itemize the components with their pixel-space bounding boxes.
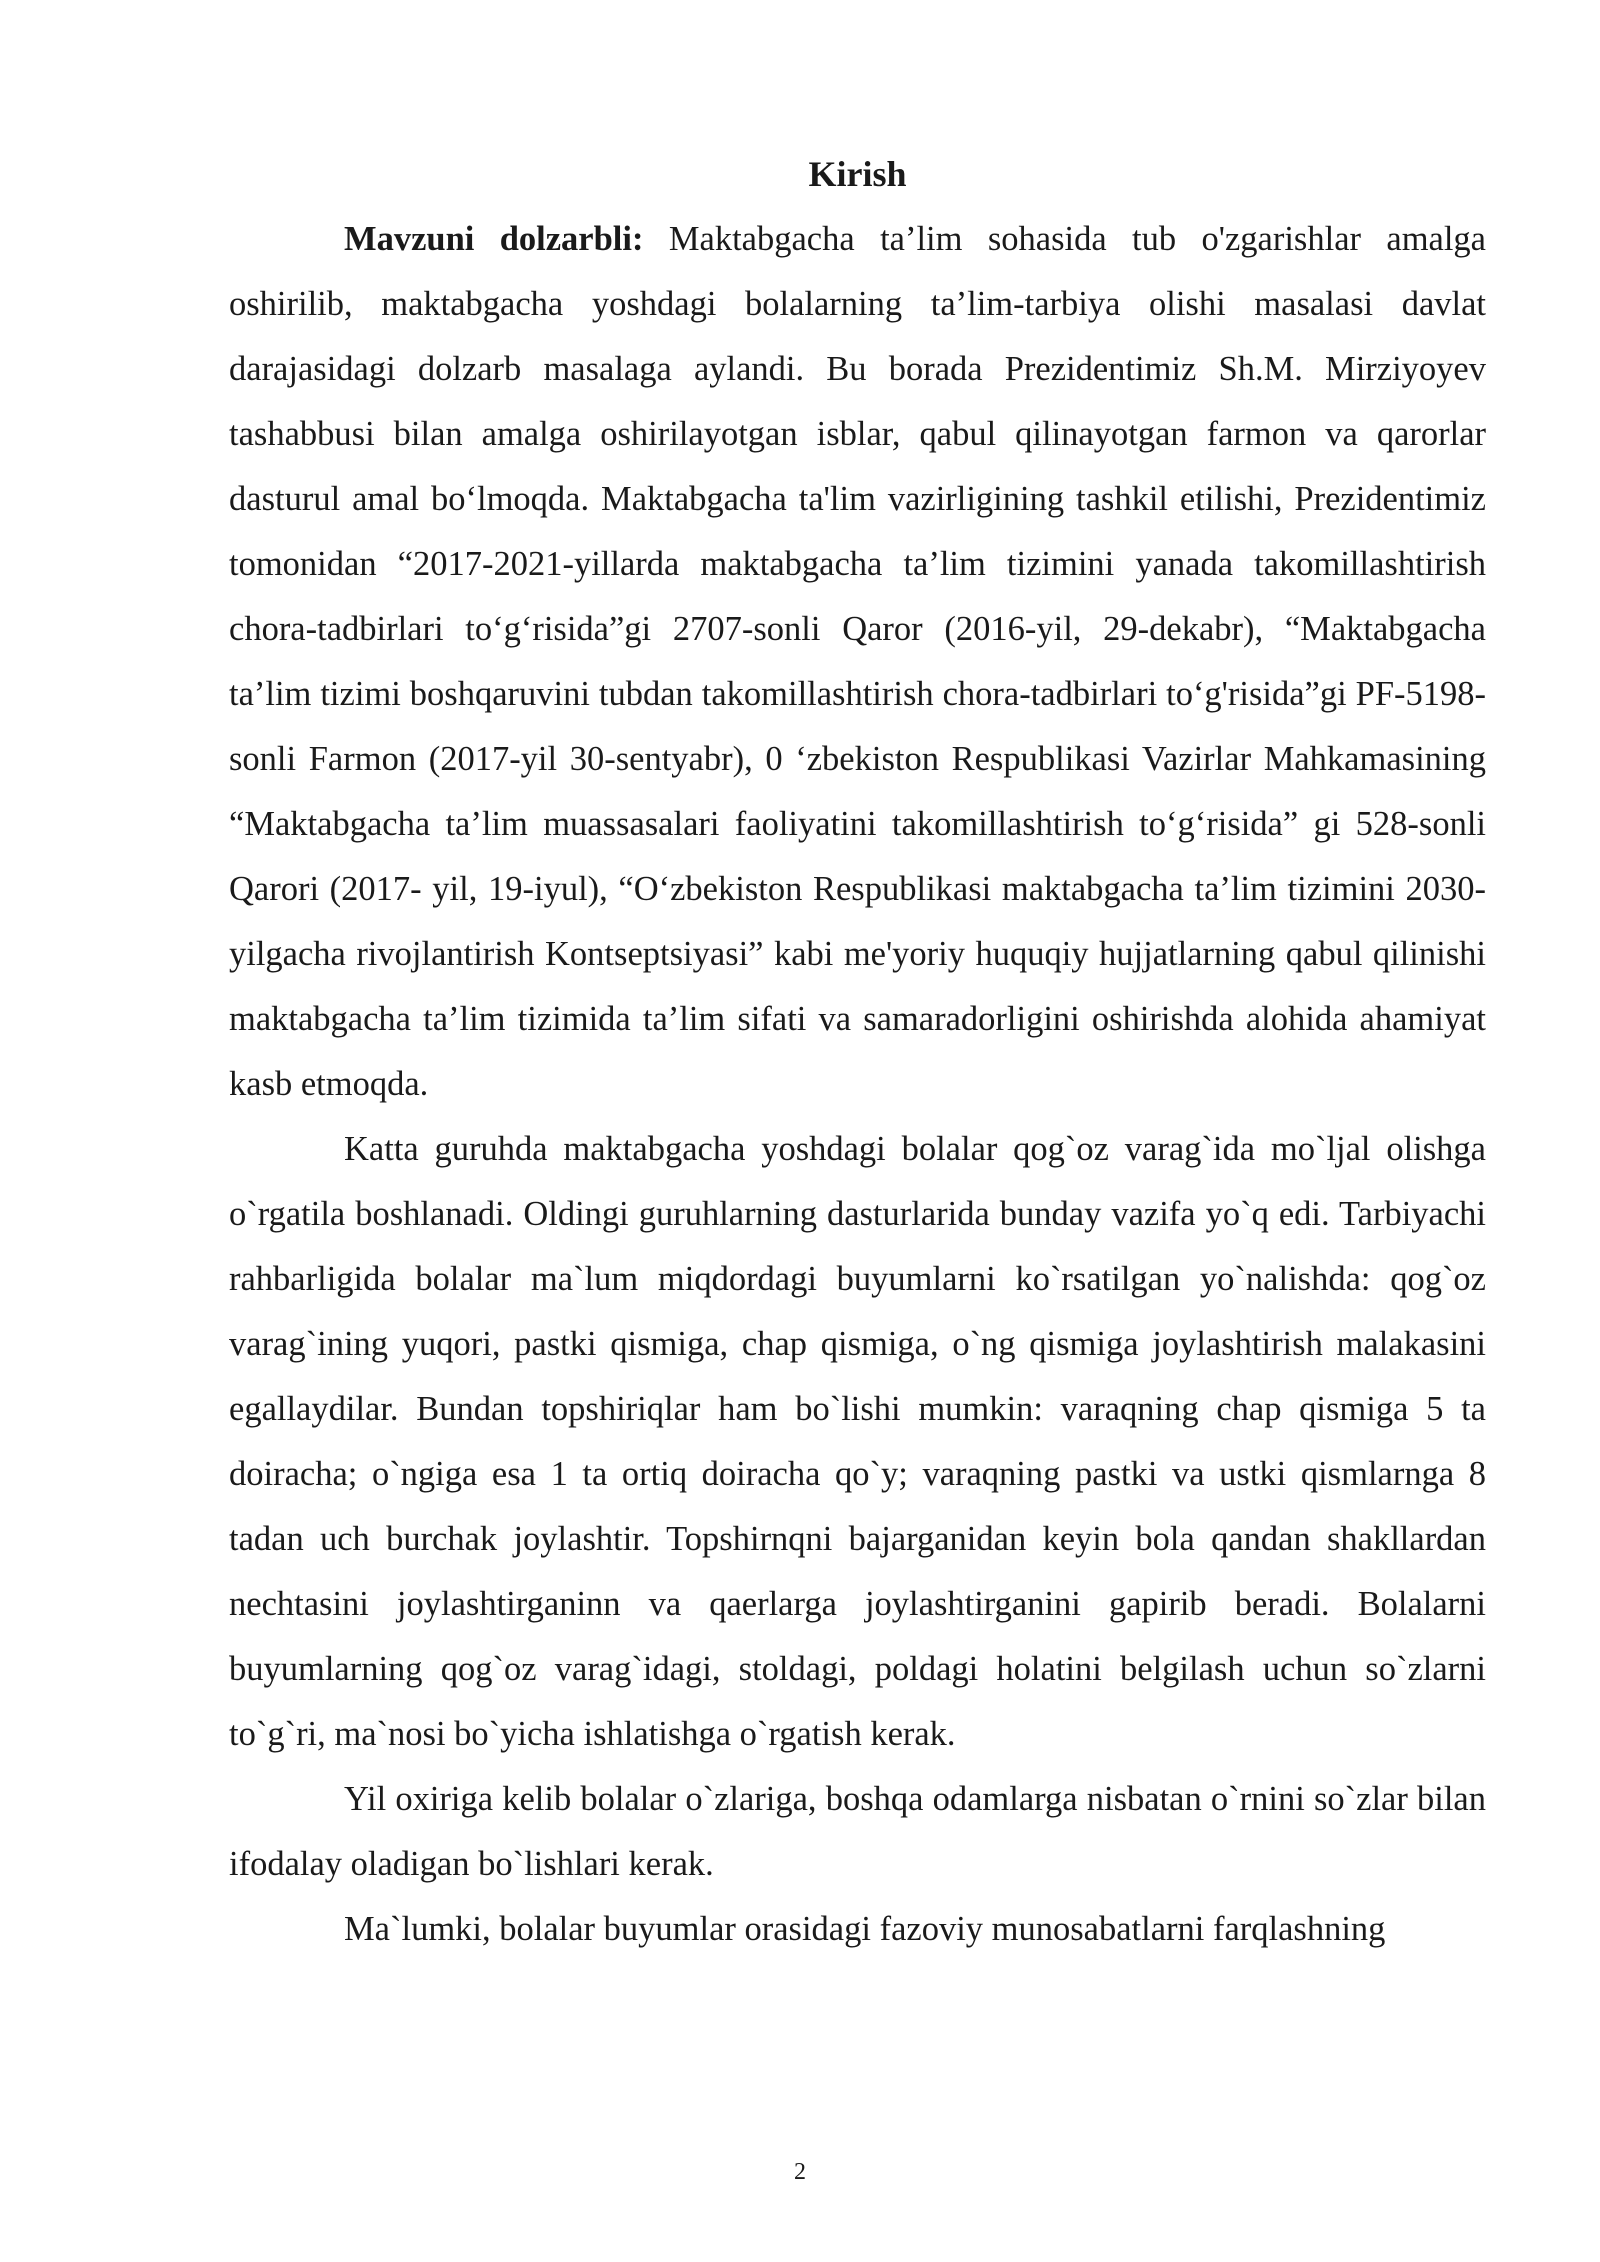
page-content xyxy=(229,142,1486,1962)
page-number: 2 xyxy=(794,2159,806,2185)
paragraph-orientation: Katta guruhda maktabgacha yoshdagi bolalar qog`oz varag`ida mo`ljal olishga o`rgatila boshlanadi. Oldingi guruhlarning dasturlarida bunday vazifa yo`q edi. Tarbiyachi rahbarligida bolalar ma`lum miqdordagi buyumlarni ko`rsatilgan yo`nalishda: qog`oz varag`ining yuqori, pastki qismiga, chap qismiga, o`ng qismiga joylashtirish malakasini egallaydilar. Bundan topshiriqlar ham bo`lishi mumkin: varaqning chap qismiga 5 ta doiracha; o`ngiga esa 1 ta ortiq doiracha qo`y; varaqning pastki va ustki qismlarnga 8 tadan uch burchak joylashtir. Topshirnqni bajarganidan keyin bola qandan shakllardan nechtasini joylashtirganinn va qaerlarga joylashtirganini gapirib beradi. Bolalarni buyumlarning qog`oz varag`idagi, stoldagi, poldagi holatini belgilash uchun so`zlarni to`g`ri, ma`nosi bo`yicha ishlatishga o`rgatish kerak. xyxy=(229,1130,1486,1753)
paragraph-relevance xyxy=(229,207,1486,1117)
paragraph-text: Maktabgacha ta’lim sohasida tub o'zgarishlar amalga oshirilib, maktabgacha yoshdagi bolalarning ta’lim-tarbiya olishi masalasi davlat darajasidagi dolzarb masalaga aylandi. Bu borada Prezidentimiz Sh.M. Mirziyoyev tashabbusi bilan amalga oshirilayotgan isblar, qabul qilinayotgan farmon va qarorlar dasturul amal bo‘lmoqda. Maktabgacha ta'lim vazirligining tashkil etilishi, Prezidentimiz tomonidan “2017-2021-yillarda maktabgacha ta’lim tizimini yanada takomillashtirish chora-tadbirlari to‘g‘risida”gi 2707-sonli Qaror (2016-yil, 29-dekabr), “Maktabgacha ta’lim tizimi boshqaruvini tubdan takomillashtirish chora-tadbirlari to‘g'risida”gi PF-5198-sonli Farmon (2017-yil 30-sentyabr), 0 ‘zbekiston Respublikasi Vazirlar Mahkamasining “Maktabgacha ta’lim muassasalari faoliyatini takomillashtirish to‘g‘risida” gi 528-sonli Qarori (2017- yil, 19-iyul), “O‘zbekiston Respublikasi maktabgacha ta’lim tizimini 2030- yilgacha rivojlantirish Kontseptsiyasi” kabi me'yoriy huquqiy hujjatlarning qabul qilinishi maktabgacha ta’lim tizimida ta’lim sifati va samaradorligini oshirishda alohida ahamiyat kasb etmoqda. xyxy=(229,220,1486,1103)
page-title: Kirish xyxy=(808,154,907,194)
paragraph-lead: Mavzuni dolzarbli: xyxy=(344,220,644,258)
paragraph-spatial: Ma`lumki, bolalar buyumlar orasidagi fazoviy munosabatlarni farqlashning xyxy=(344,1910,1386,1948)
paragraph-year-end: Yil oxiriga kelib bolalar o`zlariga, boshqa odamlarga nisbatan o`rnini so`zlar bilan ifodalay oladigan bo`lishlari kerak. xyxy=(229,1780,1486,1883)
